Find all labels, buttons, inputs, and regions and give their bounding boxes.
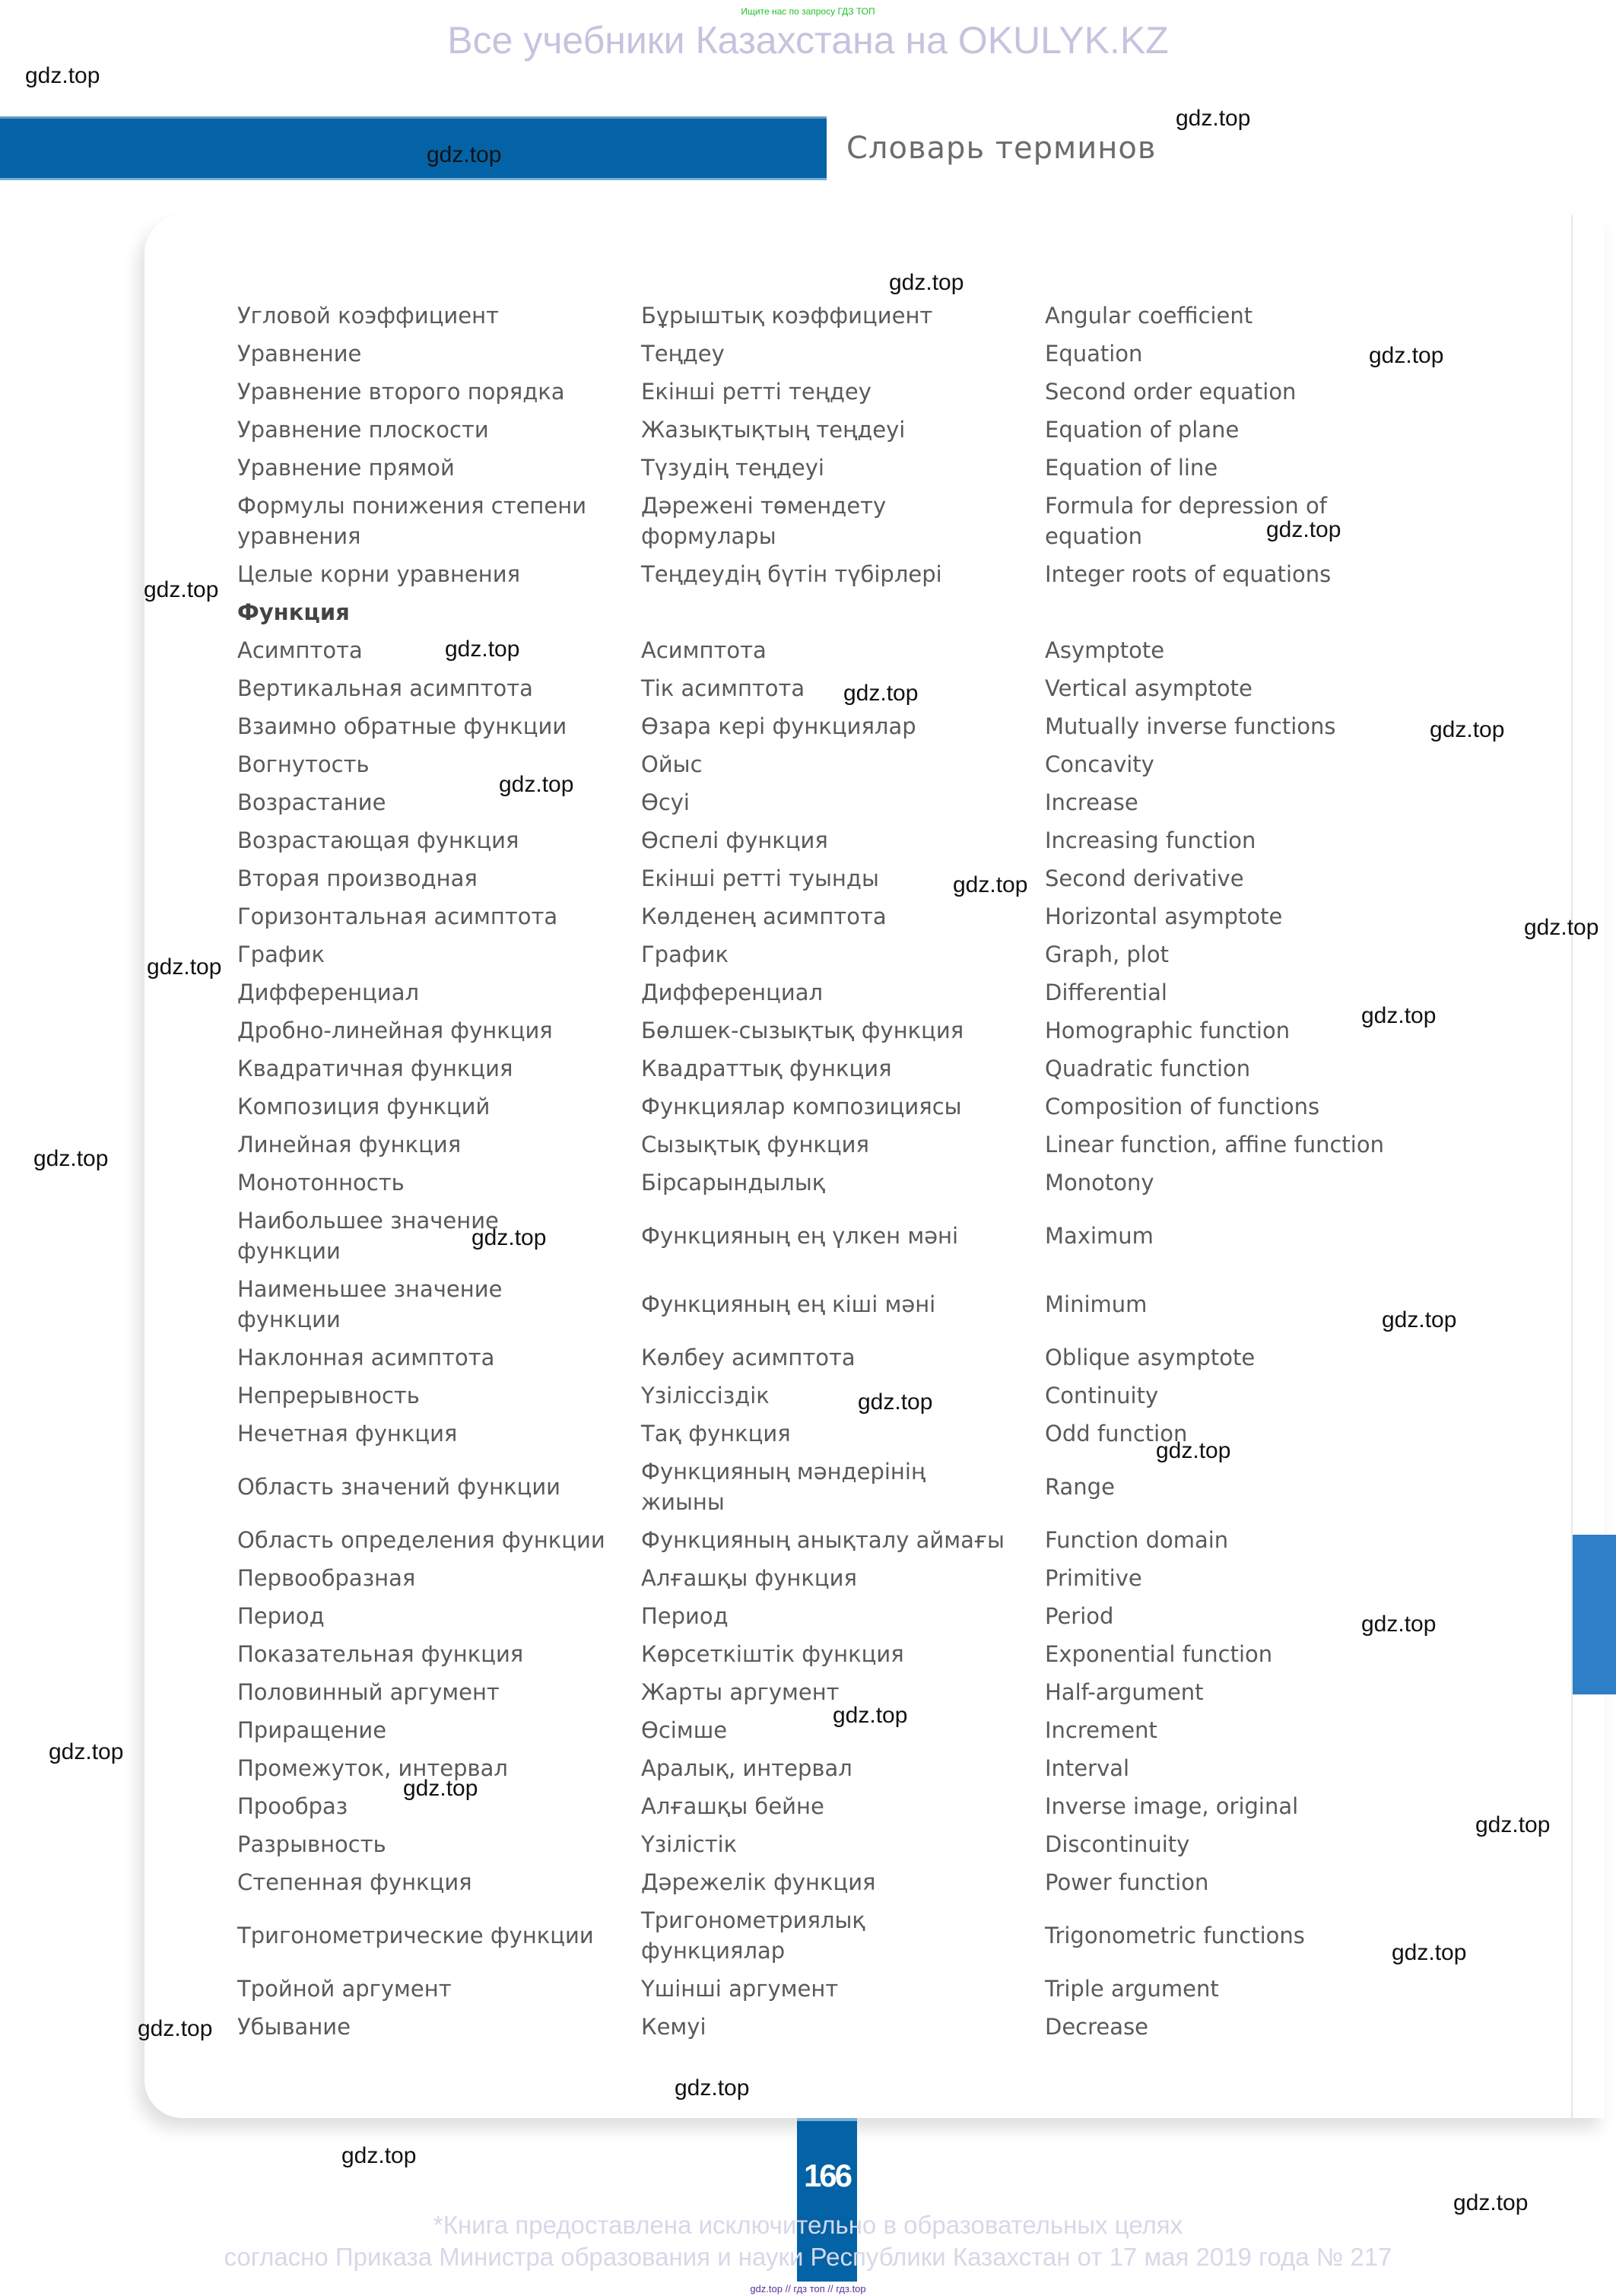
table-row (237, 821, 1471, 859)
russian-term: Дробно-линейная функция (237, 1018, 553, 1043)
russian-term: Вертикальная асимптота (237, 675, 533, 701)
table-row (237, 745, 1471, 783)
kazakh-term: График (641, 942, 729, 967)
kazakh-term: Период (641, 1603, 729, 1629)
kazakh-term: Өсуі (641, 789, 690, 815)
russian-term: Область определения функции (237, 1527, 605, 1553)
russian-term: Уравнение плоскости (237, 417, 489, 443)
watermark-text: gdz.top (25, 63, 100, 88)
russian-term: Степенная функция (237, 1869, 472, 1895)
kazakh-term: Тақ функция (641, 1421, 791, 1447)
english-term: Asymptote (1045, 637, 1165, 663)
table-row (237, 1415, 1471, 1453)
watermark-text: gdz.top (1266, 517, 1341, 542)
watermark-text: gdz.top (33, 1146, 109, 1171)
kazakh-term: Теңдеудің бүтін түбірлері (641, 561, 942, 587)
kazakh-term: Өзара кері функциялар (641, 713, 916, 739)
russian-term: Наклонная асимптота (237, 1345, 495, 1370)
footer-tiny-text: gdz.top // гдз топ // гдз.top (750, 2283, 866, 2294)
russian-term: Формулы понижения степени уравнения (237, 493, 587, 549)
english-term: Mutually inverse functions (1045, 713, 1336, 739)
watermark-text: gdz.top (341, 2143, 417, 2168)
watermark-text: gdz.top (1524, 915, 1599, 940)
table-row (237, 555, 1471, 593)
kazakh-term: Көрсеткіштік функция (641, 1641, 904, 1667)
page-number: 166 (803, 2158, 851, 2193)
kazakh-term: Өспелі функция (641, 827, 828, 853)
kazakh-term: Көлбеу асимптота (641, 1345, 856, 1370)
kazakh-term: Алғашқы функция (641, 1565, 857, 1591)
watermark-text: gdz.top (1430, 717, 1505, 742)
english-term: Angular coefficient (1045, 303, 1253, 329)
russian-term: График (237, 942, 325, 967)
english-term: Second derivative (1045, 865, 1244, 891)
kazakh-term: Функцияның мәндерінің жиыны (641, 1459, 926, 1515)
table-row (237, 335, 1471, 373)
kazakh-term: Бұрыштық коэффициент (641, 303, 933, 329)
english-term: Horizontal asymptote (1045, 903, 1283, 929)
english-term: Monotony (1045, 1170, 1154, 1196)
footer-disclaimer-line2: согласно Приказа Министра образования и науки Республики Казахстан от 17 мая 2019 года № 217 (224, 2243, 1392, 2271)
kazakh-term: Бірсарындылық (641, 1170, 826, 1196)
table-row (237, 411, 1471, 449)
kazakh-term: Бөлшек-сызықтық функция (641, 1018, 964, 1043)
english-term: Primitive (1045, 1565, 1142, 1591)
watermark-text: gdz.top (499, 772, 574, 797)
russian-term: Наибольшее значение функции (237, 1208, 499, 1264)
russian-term: Период (237, 1603, 325, 1629)
watermark-text: gdz.top (471, 1225, 547, 1250)
page-edge-divider (1571, 215, 1573, 2118)
table-row (237, 1088, 1471, 1126)
kazakh-term: Функцияның ең кіші мәні (641, 1291, 936, 1317)
watermark-text: gdz.top (1361, 1612, 1437, 1637)
russian-term: Монотонность (237, 1170, 405, 1196)
english-term: Range (1045, 1474, 1115, 1500)
table-row (237, 2008, 1471, 2046)
russian-term: Возрастающая функция (237, 827, 519, 853)
russian-term: Уравнение второго порядка (237, 379, 565, 405)
english-term: Differential (1045, 980, 1167, 1005)
watermark-text: gdz.top (403, 1776, 478, 1801)
russian-term: Показательная функция (237, 1641, 524, 1667)
side-tab (1573, 1535, 1616, 1694)
watermark-text: gdz.top (889, 270, 964, 295)
watermark-text: gdz.top (147, 954, 222, 980)
kazakh-term: Тригонометриялық функциялар (641, 1907, 865, 1964)
kazakh-term: Көлденең асимптота (641, 903, 887, 929)
russian-term: Функция (237, 599, 350, 625)
english-term: Increasing function (1045, 827, 1256, 853)
table-row (237, 1202, 1471, 1270)
kazakh-term: Функцияның анықталу аймағы (641, 1527, 1005, 1553)
section-title: Словарь терминов (846, 131, 1157, 166)
table-row (237, 1270, 1471, 1339)
kazakh-term: Дәрежелік функция (641, 1869, 876, 1895)
kazakh-term: Тік асимптота (641, 675, 805, 701)
kazakh-term: Теңдеу (641, 341, 725, 367)
russian-term: Угловой коэффициент (237, 303, 499, 329)
kazakh-term: Үзіліссіздік (641, 1383, 770, 1408)
russian-term: Взаимно обратные функции (237, 713, 567, 739)
table-row (237, 1825, 1471, 1863)
table-row (237, 1901, 1471, 1970)
english-term: Function domain (1045, 1527, 1229, 1553)
table-row (237, 1164, 1471, 1202)
english-term: Concavity (1045, 751, 1154, 777)
watermark-text: gdz.top (953, 872, 1028, 897)
russian-term: Уравнение (237, 341, 362, 367)
english-term: Triple argument (1045, 1976, 1219, 2002)
table-row (237, 631, 1471, 669)
table-row (237, 1377, 1471, 1415)
english-term: Integer roots of equations (1045, 561, 1332, 587)
watermark-text: gdz.top (833, 1703, 908, 1728)
table-row (237, 1635, 1471, 1673)
english-term: Equation of line (1045, 455, 1218, 481)
table-row (237, 297, 1471, 335)
english-term: Continuity (1045, 1383, 1159, 1408)
english-term: Half-argument (1045, 1679, 1204, 1705)
watermark-text: gdz.top (1369, 343, 1444, 368)
table-row (237, 373, 1471, 411)
english-term: Increment (1045, 1717, 1157, 1743)
table-row (237, 1050, 1471, 1088)
english-term: Period (1045, 1603, 1114, 1629)
russian-term: Прообраз (237, 1793, 348, 1819)
russian-term: Асимптота (237, 637, 363, 663)
kazakh-term: Үзілістік (641, 1831, 738, 1857)
english-term: Homographic function (1045, 1018, 1291, 1043)
english-term: Graph, plot (1045, 942, 1169, 967)
footer-disclaimer-line1: *Книга предоставлена исключительно в образовательных целях (433, 2211, 1183, 2239)
kazakh-term: Екінші ретті теңдеу (641, 379, 871, 405)
russian-term: Композиция функций (237, 1094, 491, 1119)
watermark-text: gdz.top (1361, 1003, 1437, 1028)
russian-term: Половинный аргумент (237, 1679, 500, 1705)
russian-term: Нечетная функция (237, 1421, 458, 1447)
header-bar (0, 116, 827, 180)
watermark-text: gdz.top (843, 681, 919, 706)
english-term: Increase (1045, 789, 1138, 815)
russian-term: Приращение (237, 1717, 387, 1743)
english-term: Decrease (1045, 2014, 1148, 2040)
russian-term: Дифференциал (237, 980, 420, 1005)
russian-term: Линейная функция (237, 1132, 462, 1158)
table-row (237, 1970, 1471, 2008)
english-term: Trigonometric functions (1045, 1923, 1305, 1948)
kazakh-term: Ойыс (641, 751, 703, 777)
table-row (237, 1597, 1471, 1635)
section-heading-row (237, 593, 1471, 631)
english-term: Equation of plane (1045, 417, 1240, 443)
kazakh-term: Функциялар композициясы (641, 1094, 962, 1119)
watermark-text: gdz.top (1382, 1307, 1457, 1332)
english-term: Exponential function (1045, 1641, 1273, 1667)
english-term: Power function (1045, 1869, 1209, 1895)
table-row (237, 1126, 1471, 1164)
russian-term: Убывание (237, 2014, 351, 2040)
table-row (237, 1453, 1471, 1521)
kazakh-term: Асимптота (641, 637, 767, 663)
russian-term: Разрывность (237, 1831, 386, 1857)
kazakh-term: Екінші ретті туынды (641, 865, 879, 891)
russian-term: Уравнение прямой (237, 455, 455, 481)
kazakh-term: Өсімше (641, 1717, 728, 1743)
english-term: Discontinuity (1045, 1831, 1190, 1857)
english-term: Vertical asymptote (1045, 675, 1252, 701)
russian-term: Тройной аргумент (237, 1976, 452, 2002)
english-term: Minimum (1045, 1291, 1148, 1317)
russian-term: Промежуток, интервал (237, 1755, 508, 1781)
kazakh-term: Кемуі (641, 2014, 706, 2040)
watermark-text: gdz.top (1392, 1940, 1467, 1965)
table-row (237, 1011, 1471, 1050)
watermark-text: gdz.top (1176, 106, 1251, 131)
table-row (237, 1339, 1471, 1377)
english-term: Linear function, affine function (1045, 1132, 1384, 1158)
kazakh-term: Сызықтық функция (641, 1132, 869, 1158)
table-row (237, 935, 1471, 973)
kazakh-term: Алғашқы бейне (641, 1793, 824, 1819)
english-term: Second order equation (1045, 379, 1297, 405)
watermark-text: gdz.top (1475, 1812, 1551, 1837)
russian-term: Вторая производная (237, 865, 478, 891)
russian-term: Непрерывность (237, 1383, 420, 1408)
russian-term: Возрастание (237, 789, 386, 815)
english-term: Oblique asymptote (1045, 1345, 1256, 1370)
english-term: Composition of functions (1045, 1094, 1320, 1119)
promo-text: Ищите нас по запросу ГДЗ ТОП (741, 6, 875, 17)
kazakh-term: Функцияның ең үлкен мәні (641, 1223, 959, 1249)
russian-term: Наименьшее значение функции (237, 1276, 503, 1332)
watermark-text: gdz.top (144, 577, 219, 602)
kazakh-term: Дәрежені төмендету формулары (641, 493, 887, 549)
kazakh-term: Дифференциал (641, 980, 824, 1005)
watermark-text: gdz.top (858, 1389, 933, 1415)
english-term: Odd function (1045, 1421, 1188, 1447)
english-term: Equation (1045, 341, 1143, 367)
english-term: Formula for depression of equation (1045, 493, 1327, 549)
table-row (237, 897, 1471, 935)
watermark-text: gdz.top (1156, 1438, 1231, 1463)
watermark-text: gdz.top (138, 2016, 213, 2041)
table-row (237, 973, 1471, 1011)
site-title: Все учебники Казахстана на OKULYK.KZ (447, 19, 1169, 62)
watermark-text: gdz.top (427, 142, 502, 167)
table-row (237, 1863, 1471, 1901)
english-term: Inverse image, original (1045, 1793, 1299, 1819)
russian-term: Вогнутость (237, 751, 370, 777)
russian-term: Первообразная (237, 1565, 416, 1591)
russian-term: Тригонометрические функции (237, 1923, 594, 1948)
watermark-text: gdz.top (1453, 2190, 1529, 2215)
english-term: Maximum (1045, 1223, 1154, 1249)
table-row (237, 1521, 1471, 1559)
table-row (237, 707, 1471, 745)
table-row (237, 783, 1471, 821)
english-term: Interval (1045, 1755, 1130, 1781)
watermark-text: gdz.top (49, 1739, 124, 1764)
russian-term: Квадратичная функция (237, 1056, 513, 1081)
table-row (237, 1559, 1471, 1597)
watermark-text: gdz.top (675, 2075, 750, 2101)
english-term: Quadratic function (1045, 1056, 1251, 1081)
kazakh-term: Жазықтықтың теңдеуі (641, 417, 906, 443)
russian-term: Область значений функции (237, 1474, 561, 1500)
kazakh-term: Түзудің теңдеуі (641, 455, 824, 481)
table-row (237, 449, 1471, 487)
russian-term: Горизонтальная асимптота (237, 903, 558, 929)
table-row (237, 859, 1471, 897)
kazakh-term: Үшінші аргумент (641, 1976, 839, 2002)
watermark-text: gdz.top (445, 637, 520, 662)
kazakh-term: Квадраттық функция (641, 1056, 892, 1081)
kazakh-term: Аралық, интервал (641, 1755, 852, 1781)
kazakh-term: Жарты аргумент (641, 1679, 840, 1705)
russian-term: Целые корни уравнения (237, 561, 521, 587)
